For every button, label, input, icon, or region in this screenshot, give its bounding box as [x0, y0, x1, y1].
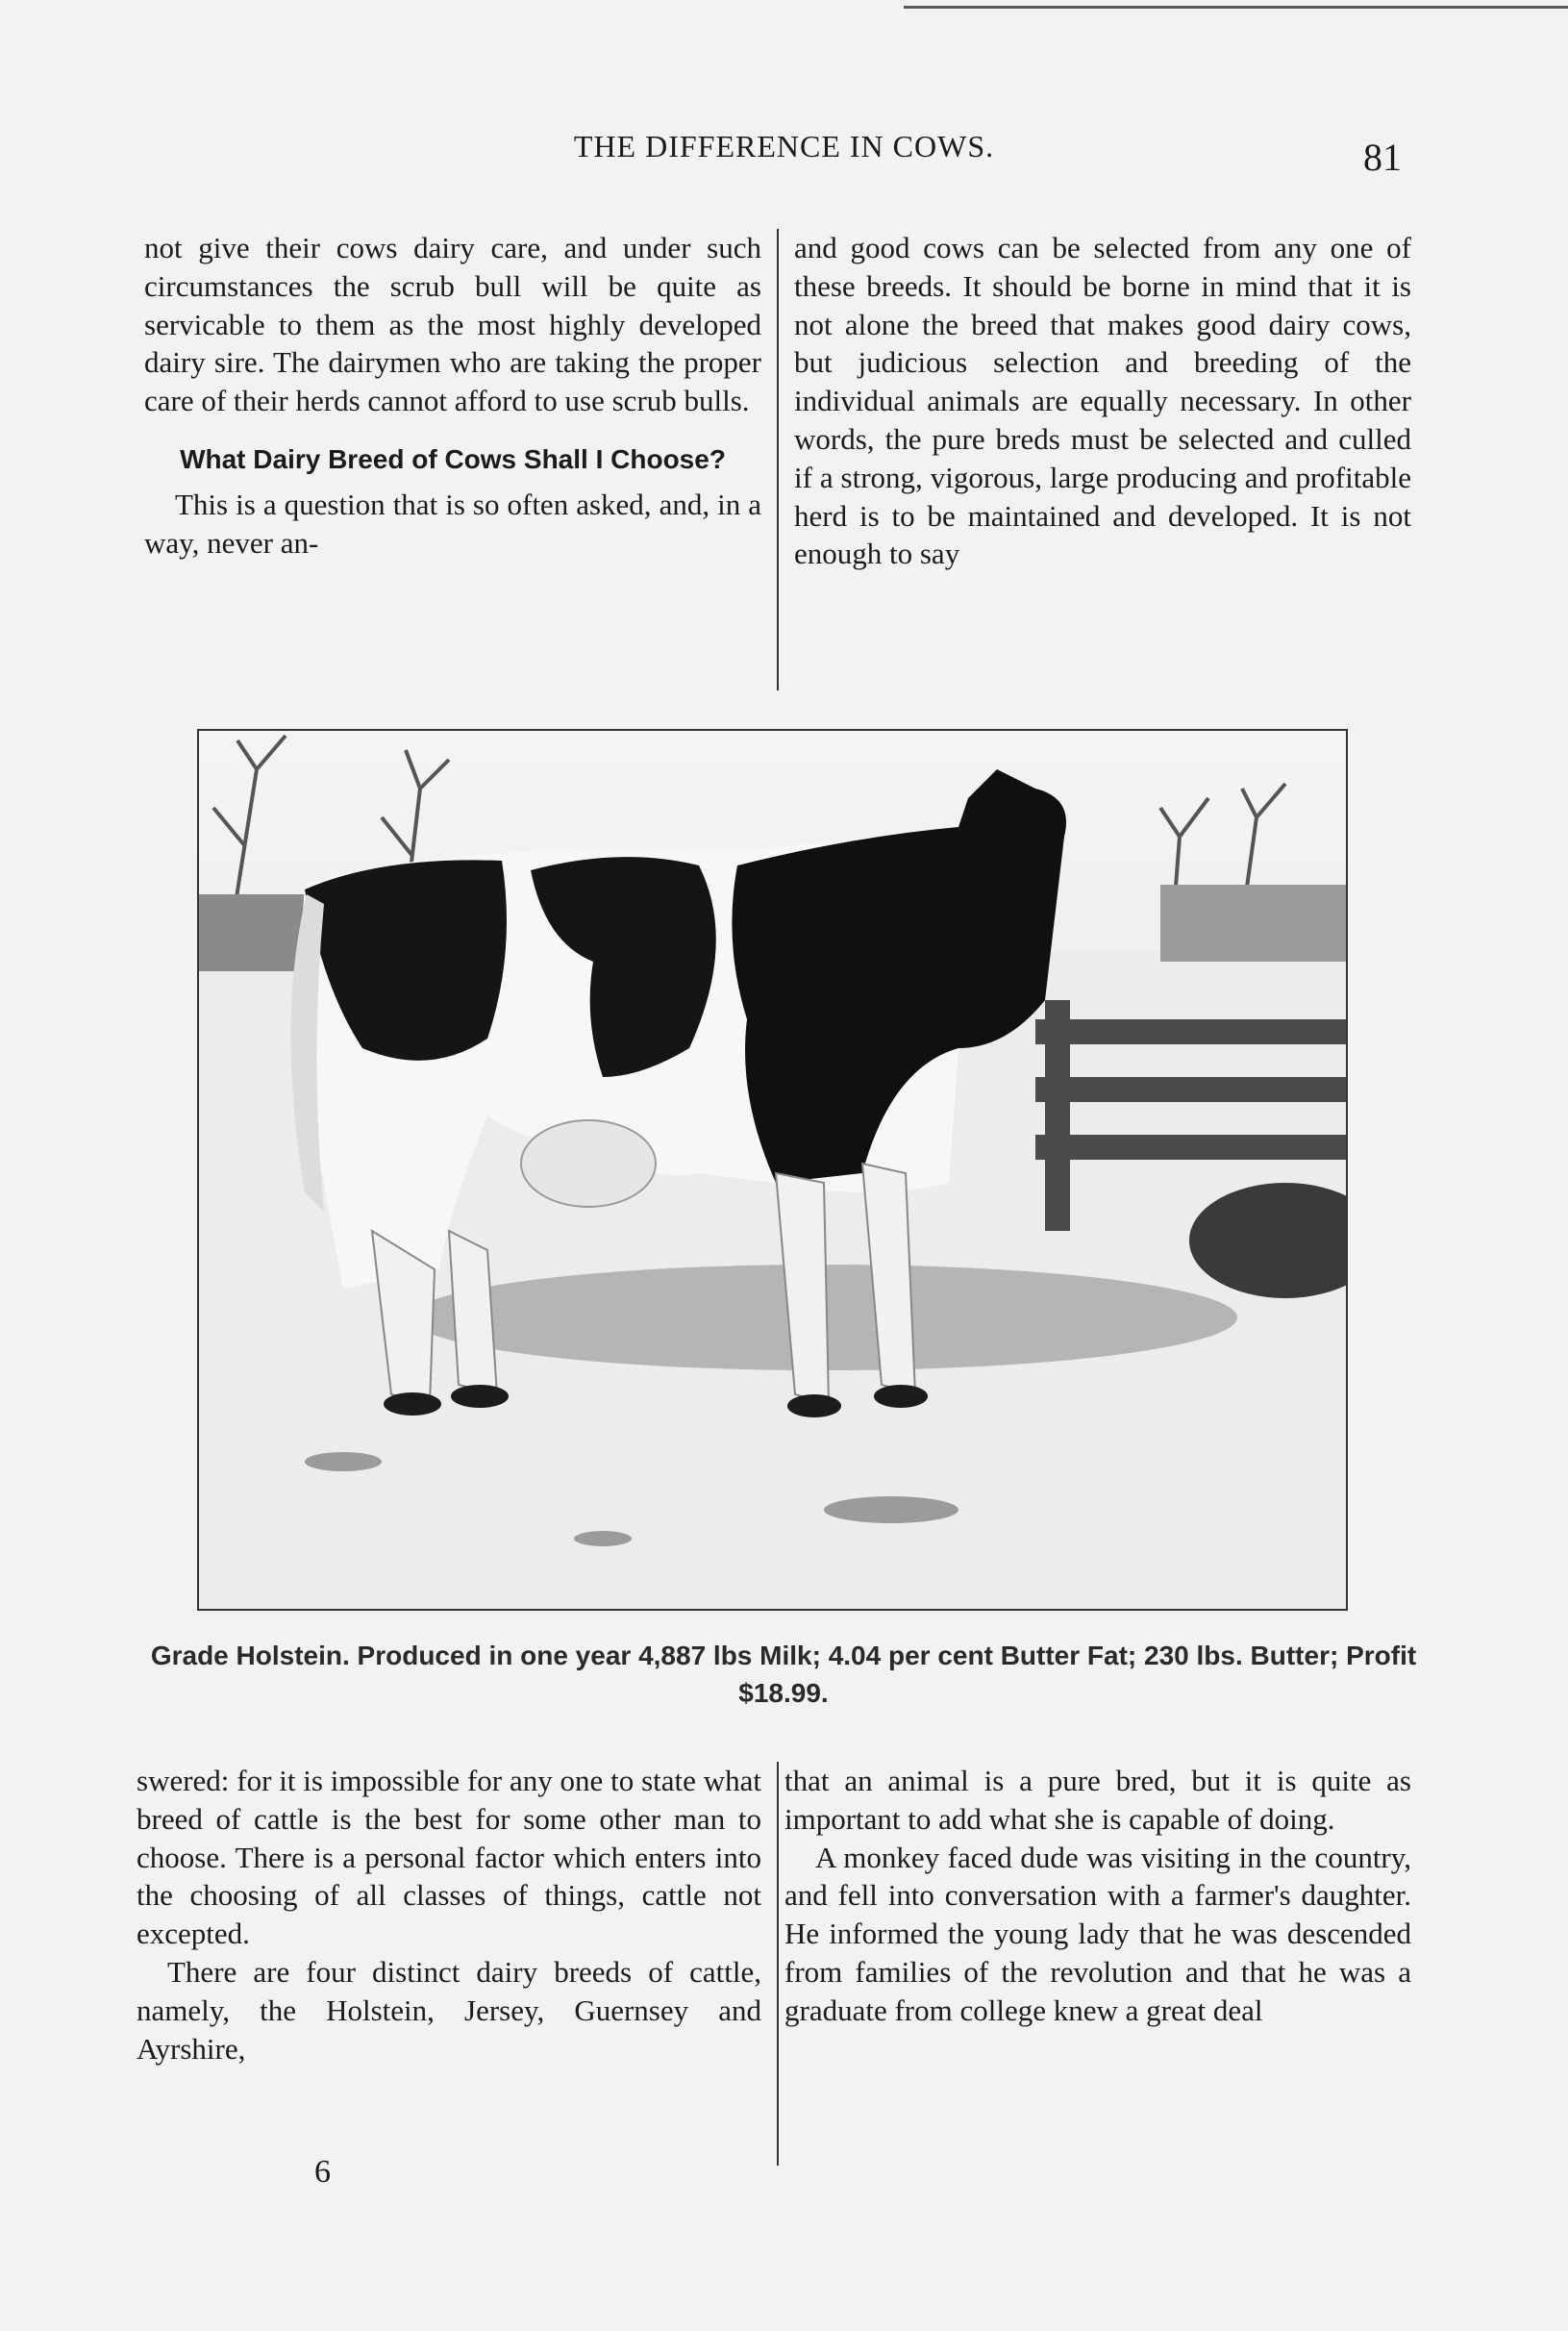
column-rule-bottom — [777, 1762, 779, 2166]
bottom-left-column — [137, 1762, 761, 2068]
cow-photo — [197, 729, 1348, 1611]
running-head: THE DIFFERENCE IN COWS. — [573, 129, 995, 163]
bottom-right-column — [784, 1762, 1411, 2030]
paragraph: A monkey faced dude was visiting in the country, and fell into conversation with a farmer's daughter. He informed the young lady that he was descended from families of the revolution and that he was a graduate from college knew a great deal — [784, 1840, 1411, 2027]
photo-caption: Grade Holstein. Produced in one year 4,887 lbs Milk; 4.04 per cent Butter Fat; 230 lbs. Butter; Profit $18.99. — [150, 1641, 1417, 1708]
page-number: 81 — [1363, 136, 1402, 179]
paragraph: swered: for it is impossible for any one to state what breed of cattle is the best for some other man to choose. There is a personal factor which enters into the choosing of all classes of things, cattle not excepted. — [137, 1764, 761, 1951]
signature-mark: 6 — [314, 2154, 331, 2190]
paragraph: not give their cows dairy care, and under such circumstances the scrub bull will be quite as servicable to them as the most highly developed dairy sire. The dairymen who are taking the proper care of their herds cannot afford to use scrub bulls. — [144, 231, 761, 418]
column-rule-top — [777, 229, 779, 690]
paragraph: This is a question that is so often asked, and, in a way, never an- — [144, 487, 761, 560]
paragraph: and good cows can be selected from any one of these breeds. It should be borne in mind that it is not alone the breed that makes good dairy cows, but judicious selection and breeding of the individual animals are equally necessary. In other words, the pure breds must be selected and culled if a strong, vigorous, large producing and profitable herd is to be maintained and developed. It is not enough to say — [794, 231, 1411, 571]
top-left-column — [144, 229, 761, 563]
paragraph: that an animal is a pure bred, but it is quite as important to add what she is capable of doing. — [784, 1764, 1411, 1836]
top-right-column — [794, 229, 1411, 573]
paragraph: There are four distinct dairy breeds of cattle, namely, the Holstein, Jersey, Guernsey and Ayrshire, — [137, 1954, 761, 2066]
top-rule — [904, 6, 1568, 9]
section-heading: What Dairy Breed of Cows Shall I Choose? — [180, 443, 726, 474]
